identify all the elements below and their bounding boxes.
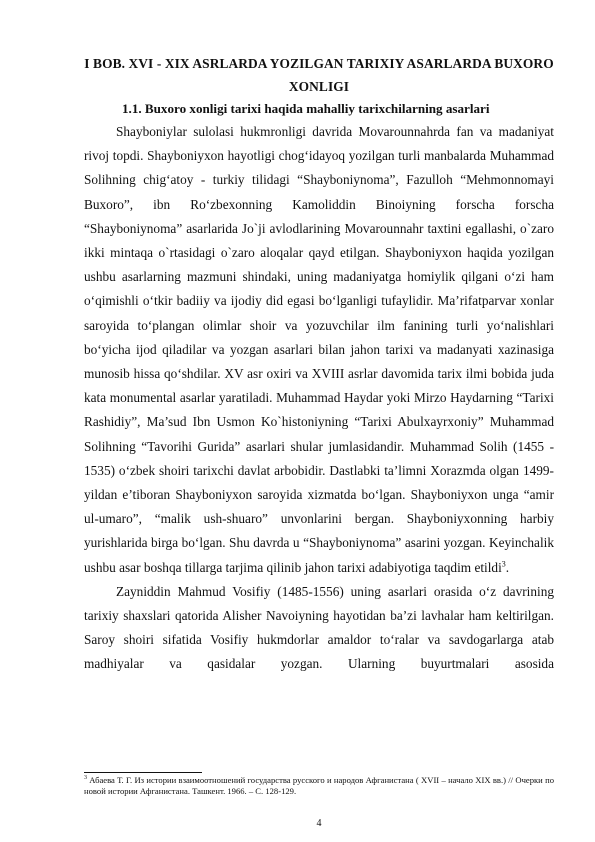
paragraph: Zayniddin Mahmud Vosifiy (1485-1556) uning asarlari orasida o‘z davrining tarixiy shaxslari qatorida Alisher Navoiyning hayotidan ba’zi lavhalar ham keltirilgan. Saroy shoiri sifatida Vosifiy hukmdorlar amaldor to‘ralar va savdogarlarga atab madhiyalar va qasidalar yozgan. Ularning buyurtmalari asosida xyxy=(84,583,554,672)
footnote-separator xyxy=(84,772,202,773)
body-text xyxy=(84,120,554,677)
footnote-text: Абаева Т. Г. Из истории взаимоотношений государства русского и народов Афганистана ( XVII – начало XIX вв.) // Очерки по новой истории Афганистана. Ташкент. 1966. – С. 128-129. xyxy=(84,775,554,796)
paragraph-end: . xyxy=(505,559,510,575)
footnote xyxy=(84,775,554,797)
footnote-mark: 3 xyxy=(84,775,87,782)
section-title: 1.1. Buxoro xonligi tarixi haqida mahalliy tarixchilarning asarlari xyxy=(122,101,490,116)
page-number: 4 xyxy=(316,818,322,829)
paragraph-text: Shayboniylar sulolasi hukmronligi davrida Movarounnahrda fan va madaniyat rivoj topdi. Shayboniyxon hayotligi chog‘idayoq yozilgan turli manbalarda Muhammad Solihning chig‘atoy - turkiy tilidagi “Shayboniynoma”, Fazulloh “Mehmonnomayi Buxoro”, ibn Ro‘zbexonning Kamoliddin Binoiyning forscha forscha “Shayboniynoma” asarlarida Jo`ji avlodlarining Movarounnahr taxtini egallashi, o`zaro ikki mintaqa o`rtasidagi o`zaro aloqalar qayd etilgan. Shayboniyxon haqida yozilgan ushbu asarlarning mazmuni shindaki, uning madaniyatga homiylik qilgani o‘zi ham o‘qimishli o‘tkir badiiy va ijodiy did egasi bo‘lganligi tufaylidir. Ma’rifatparvar xonlar saroyida to‘plangan olimlar shoir va yozuvchilar ilm fanining turli yo‘nalishlari bo‘yicha ijod qiladilar va yozgan asarlari bilan jahon tarixi va madanyati xazinasiga munosib hissa qo‘shdilar. XV asr oxiri va XVIII asrlar davomida tarix ilmi bobida juda kata monumental asarlar yaratiladi. Muhammad Haydar yoki Mirzo Haydarning “Tarixi Rashidiy”, Ma’sud Ibn Usmon Ko`histoniyning “Tarixi Abulxayrxoniy” Muhammad Solihning “Tavorihi Gurida” asarlari shular jumlasidandir. Muhammad Solih (1455 - 1535) o‘zbek shoiri tarixchi davlat arbobidir. Dastlabki ta’limni Xorazmda olgan 1499-yildan e’tiboran Shayboniyxon saroyida xizmatda bo‘lgan. Shayboniyxon unga “amir ul-umaro”, “malik ush-shuaro” unvonlarini bergan. Shayboniyxonning harbiy yurishlarida birga bo‘lgan. Shu davrda u “Shayboniynoma” asarini yozgan. Keyinchalik ushbu asar boshqa tillarga tarjima qilinib jahon tarixi adabiyotiga taqdim etildi xyxy=(84,124,554,575)
chapter-title: I BOB. XVI - XIX ASRLARDA YOZILGAN TARIXIY ASARLARDA BUXORO XONLIGI xyxy=(84,56,554,94)
paragraph xyxy=(84,120,554,580)
footnote-reference[interactable]: 3 xyxy=(501,559,506,569)
